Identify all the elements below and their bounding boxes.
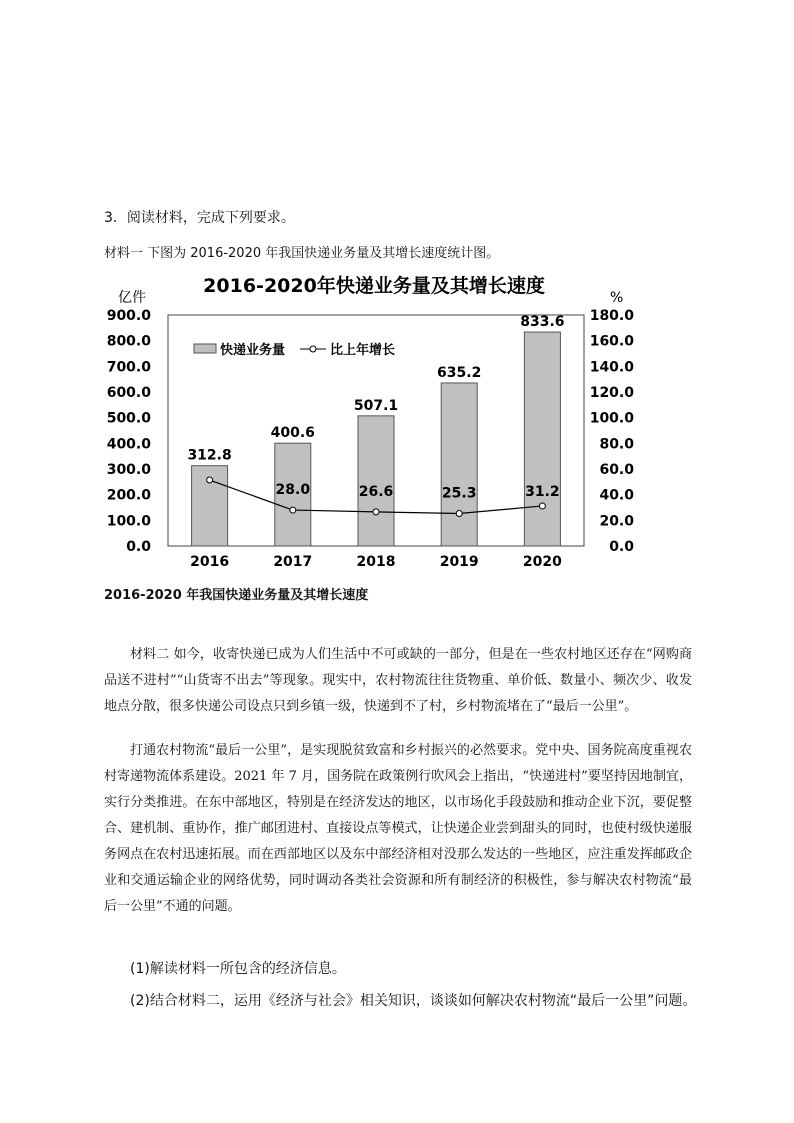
right-tick-label: 160.0 — [589, 333, 634, 350]
question-title: 3．阅读材料，完成下列要求。 — [104, 210, 295, 226]
right-tick-label: 180.0 — [589, 308, 634, 324]
material2-paragraph-1: 材料二 如今，收寄快递已成为人们生活中不可或缺的一部分，但是在一些农村地区还存在“网购商品送不进村”“山货寄不出去”等现象。现实中，农村物流往往货物重、单价低、数量小、频次少、收发地点分散，很多快递公司设点只到乡镇一级，快递到不了村，乡村物流堵在了“最后一公里”。 — [104, 647, 692, 714]
bar-value-label: 400.6 — [270, 425, 315, 442]
x-tick-label: 2020 — [522, 554, 562, 570]
left-tick-label: 100.0 — [106, 513, 151, 530]
chart-caption: 2016-2020 年我国快递业务量及其增长速度 — [104, 588, 369, 603]
growth-point — [456, 511, 462, 517]
growth-point — [539, 503, 545, 509]
task-2: (2)结合材料二，运用《经济与社会》相关知识，谈谈如何解决农村物流“最后一公里”问题。 — [130, 993, 697, 1009]
right-tick-label: 0.0 — [609, 539, 634, 555]
express-chart — [104, 268, 644, 578]
growth-value-label: 28.0 — [275, 482, 311, 499]
bar-value-label: 833.6 — [520, 314, 565, 331]
x-tick-label: 2016 — [190, 554, 230, 570]
bar-2020 — [524, 332, 560, 546]
growth-point — [207, 477, 213, 483]
right-axis-unit: % — [610, 290, 624, 306]
legend-line-marker — [310, 346, 316, 352]
x-tick-label: 2017 — [273, 554, 313, 570]
bar-2019 — [441, 383, 477, 546]
legend-line-label: 比上年增长 — [330, 343, 396, 358]
growth-value-label: 26.6 — [358, 483, 394, 500]
right-tick-label: 140.0 — [589, 359, 634, 376]
growth-value-label: 31.2 — [525, 483, 560, 500]
x-tick-label: 2019 — [439, 554, 479, 570]
x-tick-label: 2018 — [356, 554, 396, 570]
task-1: (1)解读材料一所包含的经济信息。 — [130, 961, 346, 977]
right-tick-label: 40.0 — [599, 487, 634, 504]
right-tick-label: 80.0 — [599, 436, 634, 453]
left-tick-label: 900.0 — [106, 308, 151, 324]
material2-paragraph-2: 打通农村物流“最后一公里”，是实现脱贫致富和乡村振兴的必然要求。党中央、国务院高度重视农村寄递物流体系建设。2021 年 7 月，国务院在政策例行吹风会上指出，“快递进村”要坚持因地制宜，实行分类推进。在东中部地区，特别是在经济发达的地区，以市场化手段鼓励和推动企业下沉，要促整合、建机制、重协作，推广邮团进村、直接设点等模式，让快递企业尝到甜头的同时，也使村级快递服务网点在农村迅速拓展。而在西部地区以及东中部经济相对没那么发达的一些地区，应注重发挥邮政企业和交通运输企业的网络优势，同时调动各类社会资源和所有制经济的积极性，参与解决农村物流“最后一公里”不通的问题。 — [104, 743, 692, 914]
left-tick-label: 600.0 — [106, 385, 151, 401]
right-tick-label: 60.0 — [599, 462, 634, 478]
bar-2018 — [358, 416, 394, 546]
left-tick-label: 200.0 — [106, 487, 151, 504]
material1-intro: 材料一 下图为 2016-2020 年我国快递业务量及其增长速度统计图。 — [104, 246, 500, 261]
left-tick-label: 800.0 — [106, 333, 151, 350]
right-tick-label: 20.0 — [599, 513, 634, 530]
left-tick-label: 400.0 — [106, 436, 151, 453]
growth-point — [373, 509, 379, 515]
bar-value-label: 635.2 — [437, 364, 482, 381]
growth-value-label: 25.3 — [441, 485, 477, 502]
legend-bar-swatch — [194, 344, 216, 353]
left-tick-label: 700.0 — [106, 359, 151, 376]
left-tick-label: 0.0 — [126, 539, 151, 555]
bar-value-label: 507.1 — [353, 397, 399, 414]
growth-point — [290, 507, 296, 513]
legend — [194, 342, 395, 358]
legend-bar-label: 快递业务量 — [220, 343, 286, 358]
right-tick-label: 120.0 — [589, 385, 634, 401]
left-tick-label: 500.0 — [106, 410, 151, 427]
left-axis-unit: 亿件 — [118, 290, 146, 306]
chart-title: 2016-2020年快递业务量及其增长速度 — [203, 275, 545, 297]
bar-value-label: 312.8 — [187, 447, 232, 464]
left-tick-label: 300.0 — [106, 462, 151, 478]
right-tick-label: 100.0 — [589, 410, 634, 427]
